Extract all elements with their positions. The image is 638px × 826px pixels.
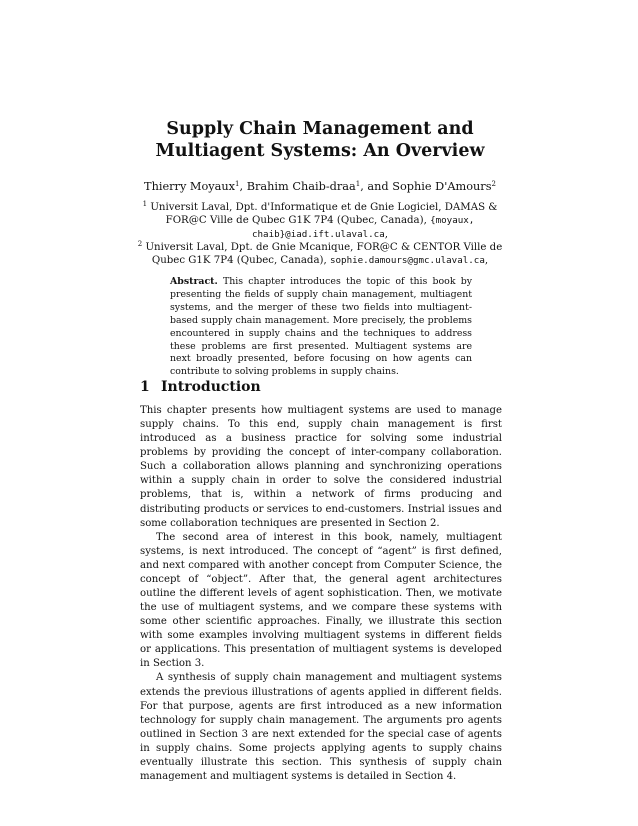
abstract (170, 276, 472, 379)
affiliation-text: Universit Laval, Dpt. d'Informatique et de Gnie Logiciel, DAMAS & FOR@C Ville de Qubec G1K 7P4 (Qubec, Canada), (150, 202, 498, 227)
author-separator: , and (360, 180, 393, 193)
paragraph: The second area of interest in this book, namely, multiagent systems, is next introduced. The concept of “agent” is first defined, and next compared with another concept from Computer Science, the concept of “object”. After that, the general agent architectures outline the different levels of agent sophistication. Then, we motivate the use of multiagent systems, and we compare these systems with some other scientific approaches. Finally, we illustrate this section with some examples involving multiagent systems in different fields or applications. This presentation of multiagent systems is developed in Section 3. (140, 531, 502, 670)
affiliation-end: , (484, 255, 489, 267)
affiliation-email: {moyaux, chaib}@iad.ift.ulaval.ca (251, 215, 475, 240)
author-name: Thierry Moyaux (144, 180, 236, 193)
affiliation (130, 201, 510, 241)
affiliations (130, 201, 510, 267)
affiliation-email: sophie.damours@gmc.ulaval.ca (329, 255, 485, 267)
author-affiliation-mark: 2 (491, 180, 496, 188)
affiliation-mark: 1 (142, 200, 148, 208)
abstract-label: Abstract. (170, 276, 218, 287)
paragraph: A synthesis of supply chain management and multiagent systems extends the previous illustrations of agents applied in different fields. For that purpose, agents are first introduced as a new information technology for supply chain management. The arguments pro agents outlined in Section 3 are next extended for the special case of agents in supply chains. Some projects applying agents to supply chains eventually illustrate this section. This synthesis of supply chain management and multiagent systems is detailed in Section 4. (140, 672, 502, 783)
abstract-text: This chapter introduces the topic of this book by presenting the fields of supply chain management, multiagent systems, and the merger of these two fields into multiagent-based supply chain management. More precisely, the problems encountered in supply chains and the techniques to address these problems are first presented. Multiagent systems are next broadly presented, before focusing on how agents can contribute to solving problems in supply chains. (170, 276, 472, 378)
paragraph: This chapter presents how multiagent systems are used to manage supply chains. To this end, supply chain management is first introduced as a business practice for solving some industrial problems by providing the concept of inter-company collaboration. Such a collaboration allows planning and synchronizing operations within a supply chain in order to solve the considered industrial problems, that is, within a network of firms producing and distributing products or services to end-customers. Instrial issues and some collaboration techniques are presented in Section 2. (140, 405, 502, 529)
affiliation-text: Universit Laval, Dpt. de Gnie Mcanique, FOR@C & CENTOR Ville de Qubec G1K 7P4 (Qubec, Canada), (145, 241, 503, 267)
affiliation-end: , (384, 228, 388, 240)
affiliation-mark: 2 (137, 239, 143, 248)
section-heading (140, 378, 261, 396)
paper-title: Supply Chain Management and Multiagent Systems: An Overview (155, 119, 485, 161)
author-name: Sophie D'Amours (392, 180, 492, 193)
section-number: 1 (140, 379, 150, 395)
body-text (140, 404, 502, 784)
author-affiliation-mark: 1 (355, 180, 361, 188)
author-affiliation-mark: 1 (235, 180, 240, 188)
author-name: Brahim Chaib-draa (246, 180, 356, 193)
section-title: Introduction (161, 379, 261, 395)
author-line (120, 180, 520, 194)
author-separator: , (239, 180, 247, 193)
affiliation (130, 241, 510, 268)
